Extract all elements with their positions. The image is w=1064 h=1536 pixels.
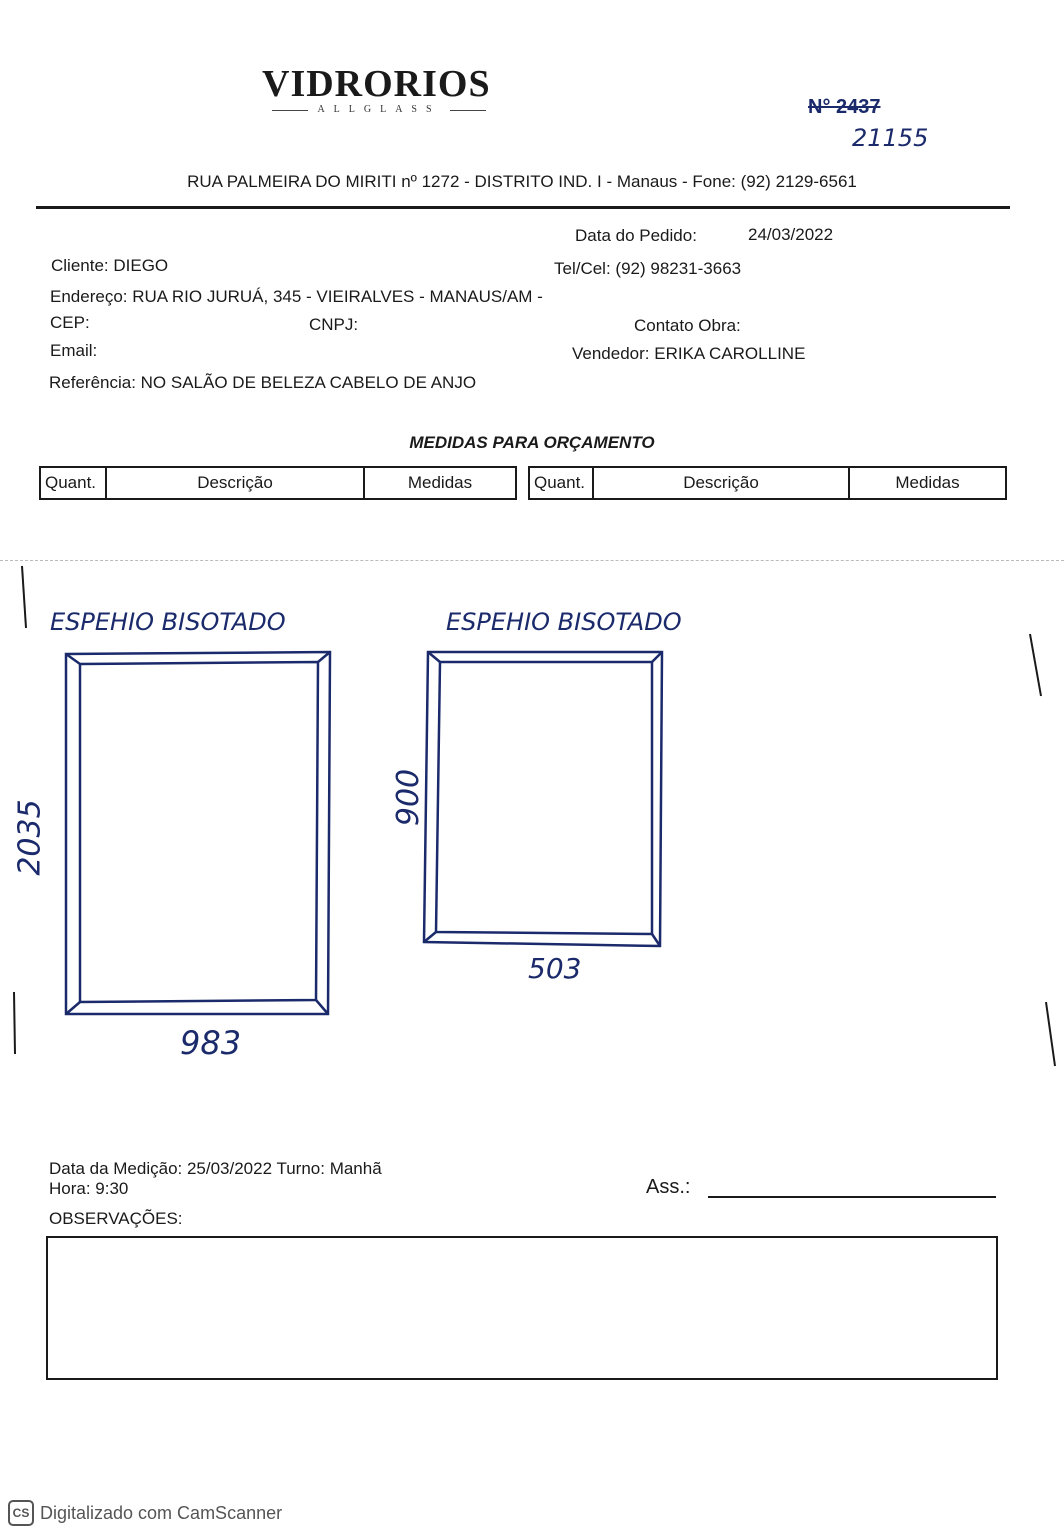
order-date-label: Data do Pedido: <box>575 226 697 245</box>
client-address: Endereço: RUA RIO JURUÁ, 345 - VIEIRALVES - MANAUS/AM - <box>50 287 543 306</box>
order-number-printed: N° 2437 <box>808 96 881 118</box>
measurement-time: Hora: 9:30 <box>49 1179 129 1198</box>
company-logo: VIDRORIOS <box>262 63 491 105</box>
mirror-2-label: ESPEHIO BISOTADO <box>446 608 682 636</box>
measurement-date: Data da Medição: 25/03/2022 Turno: Manhã <box>49 1159 382 1178</box>
mirror-1-height: 2035 <box>12 799 48 876</box>
observations-label: OBSERVAÇÕES: <box>49 1209 183 1228</box>
mirror-1-width: 983 <box>180 1024 242 1062</box>
margin-mark <box>1030 634 1041 696</box>
seller-name: Vendedor: ERIKA CAROLLINE <box>572 344 806 363</box>
mirror-1-sketch <box>66 652 330 1014</box>
scanner-text: Digitalizado com CamScanner <box>40 1502 283 1523</box>
company-logo-subtitle: ALLGLASS <box>317 104 441 115</box>
mirror-2-height: 900 <box>391 768 427 827</box>
measures-title: MEDIDAS PARA ORÇAMENTO <box>409 433 655 452</box>
mirror-2-sketch <box>424 652 662 946</box>
column-quant: Quant. <box>530 468 594 498</box>
observations-box <box>46 1236 998 1380</box>
column-description: Descrição <box>594 468 850 498</box>
site-contact: Contato Obra: <box>634 316 741 335</box>
company-address: RUA PALMEIRA DO MIRITI nº 1272 - DISTRITO IND. I - Manaus - Fone: (92) 2129-6561 <box>187 172 857 191</box>
column-quant: Quant. <box>41 468 107 498</box>
client-cep: CEP: <box>50 313 90 332</box>
mirror-2-width: 503 <box>528 952 582 985</box>
margin-mark <box>22 566 26 628</box>
reference: Referência: NO SALÃO DE BELEZA CABELO DE ANJO <box>49 373 477 392</box>
camscanner-logo: CS <box>8 1500 34 1526</box>
client-phone: Tel/Cel: (92) 98231-3663 <box>554 259 742 278</box>
client-name: Cliente: DIEGO <box>51 256 169 275</box>
order-number-handwritten: 21155 <box>852 124 929 152</box>
client-email: Email: <box>50 341 98 360</box>
margin-mark <box>14 992 15 1054</box>
client-cnpj: CNPJ: <box>309 315 359 334</box>
signature-label: Ass.: <box>646 1176 691 1198</box>
margin-mark <box>1046 1002 1055 1066</box>
column-measures: Medidas <box>895 473 960 492</box>
mirror-1-label: ESPEHIO BISOTADO <box>50 608 286 636</box>
order-date-value: 24/03/2022 <box>748 225 834 244</box>
scanner-watermark <box>8 1500 282 1526</box>
signature-line <box>708 1196 996 1198</box>
column-description: Descrição <box>107 468 365 498</box>
column-measures: Medidas <box>407 473 473 492</box>
